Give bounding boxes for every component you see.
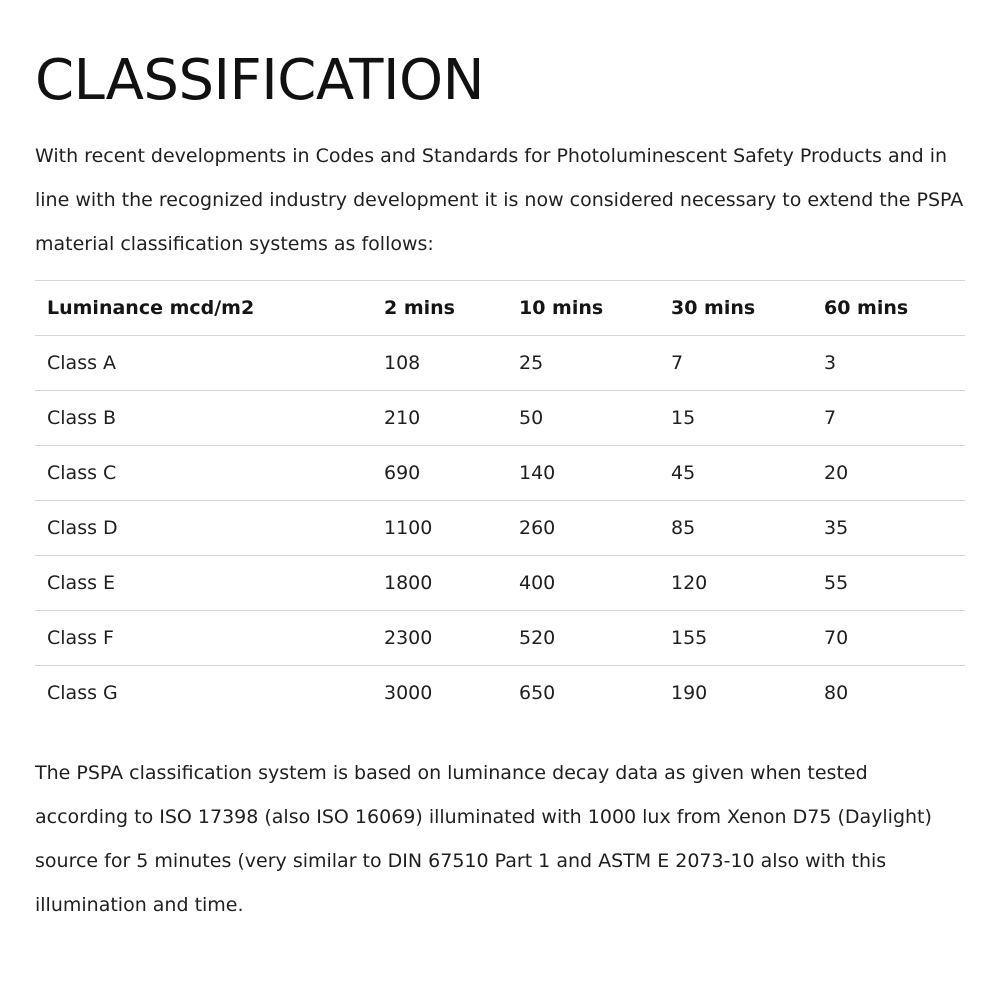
value-cell: 7	[659, 336, 812, 391]
table-row	[35, 611, 965, 666]
value-cell: 3000	[372, 666, 507, 721]
header-2-mins: 2 mins	[372, 281, 507, 336]
value-cell: 45	[659, 446, 812, 501]
table-header	[35, 281, 965, 336]
value-cell: 80	[812, 666, 965, 721]
value-cell: 650	[507, 666, 659, 721]
value-cell: 520	[507, 611, 659, 666]
value-cell: 210	[372, 391, 507, 446]
table-body	[35, 336, 965, 721]
class-name-cell: Class E	[35, 556, 372, 611]
value-cell: 20	[812, 446, 965, 501]
value-cell: 1100	[372, 501, 507, 556]
classification-table	[35, 280, 965, 720]
value-cell: 190	[659, 666, 812, 721]
value-cell: 3	[812, 336, 965, 391]
class-name-cell: Class G	[35, 666, 372, 721]
class-name-cell: Class F	[35, 611, 372, 666]
value-cell: 400	[507, 556, 659, 611]
value-cell: 1800	[372, 556, 507, 611]
page-title: CLASSIFICATION	[35, 48, 484, 113]
header-luminance: Luminance mcd/m2	[35, 281, 372, 336]
value-cell: 140	[507, 446, 659, 501]
table-header-row	[35, 281, 965, 336]
class-name-cell: Class B	[35, 391, 372, 446]
value-cell: 260	[507, 501, 659, 556]
table-row	[35, 446, 965, 501]
value-cell: 7	[812, 391, 965, 446]
header-10-mins: 10 mins	[507, 281, 659, 336]
value-cell: 85	[659, 501, 812, 556]
header-60-mins: 60 mins	[812, 281, 965, 336]
value-cell: 155	[659, 611, 812, 666]
intro-paragraph: With recent developments in Codes and Standards for Photoluminescent Safety Products and in line with the recognized industry development it is now considered necessary to extend the PSPA material classification systems as follows:	[35, 145, 964, 255]
value-cell: 120	[659, 556, 812, 611]
value-cell: 690	[372, 446, 507, 501]
table-row	[35, 556, 965, 611]
value-cell: 25	[507, 336, 659, 391]
outro-paragraph: The PSPA classification system is based on luminance decay data as given when tested according to ISO 17398 (also ISO 16069) illuminated with 1000 lux from Xenon D75 (Daylight) source for 5 minutes (very similar to DIN 67510 Part 1 and ASTM E 2073-10 also with this illumination and time.	[35, 762, 932, 916]
table-row	[35, 501, 965, 556]
value-cell: 2300	[372, 611, 507, 666]
value-cell: 35	[812, 501, 965, 556]
class-name-cell: Class D	[35, 501, 372, 556]
value-cell: 70	[812, 611, 965, 666]
table-row	[35, 391, 965, 446]
value-cell: 55	[812, 556, 965, 611]
table-row	[35, 666, 965, 721]
table-row	[35, 336, 965, 391]
value-cell: 15	[659, 391, 812, 446]
class-name-cell: Class A	[35, 336, 372, 391]
value-cell: 108	[372, 336, 507, 391]
header-30-mins: 30 mins	[659, 281, 812, 336]
value-cell: 50	[507, 391, 659, 446]
class-name-cell: Class C	[35, 446, 372, 501]
